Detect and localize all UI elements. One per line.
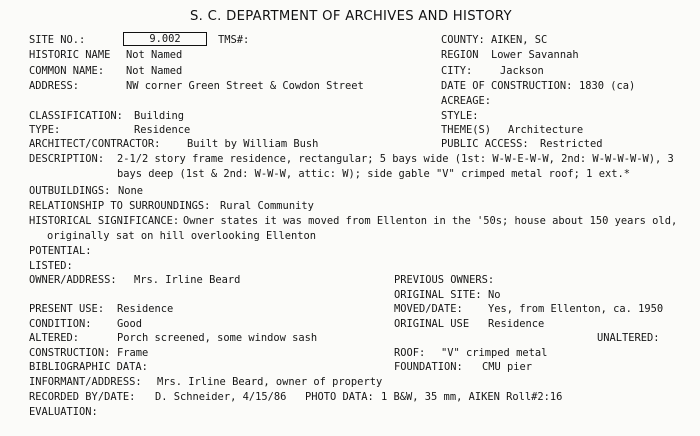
roof-label: ROOF: (394, 347, 426, 359)
county-label: COUNTY: (441, 34, 485, 46)
construction-label: CONSTRUCTION: (29, 347, 111, 359)
original-use-label: ORIGINAL USE (394, 318, 470, 330)
description-label: DESCRIPTION: (29, 153, 105, 165)
bibliographic-data-label: BIBLIOGRAPHIC DATA: (29, 361, 148, 373)
region-value: Lower Savannah (491, 49, 579, 61)
relationship-label: RELATIONSHIP TO SURROUNDINGS: (29, 200, 211, 212)
original-site-value: No (488, 289, 501, 301)
relationship-value: Rural Community (220, 200, 314, 212)
type-value: Residence (134, 124, 191, 136)
present-use-label: PRESENT USE: (29, 303, 105, 315)
historical-significance-line-1: Owner states it was moved from Ellenton in the '50s; house about 150 years old, (183, 215, 678, 227)
condition-value: Good (117, 318, 143, 330)
site-no-label: SITE NO.: (29, 34, 86, 46)
classification-label: CLASSIFICATION: (29, 110, 123, 122)
evaluation-label: EVALUATION: (29, 406, 98, 418)
historic-name-value: Not Named (126, 49, 183, 61)
listed-label: LISTED: (29, 260, 73, 272)
construction-value: Frame (117, 347, 149, 359)
page-title: S. C. DEPARTMENT OF ARCHIVES AND HISTORY (190, 9, 512, 24)
public-access-value: Restricted (540, 138, 603, 150)
previous-owners-label: PREVIOUS OWNERS: (394, 274, 495, 286)
style-label: STYLE: (441, 110, 479, 122)
date-of-construction-label: DATE OF CONSTRUCTION: (441, 80, 573, 92)
altered-value: Porch screened, some window sash (117, 332, 318, 344)
description-line-2: bays deep (1st & 2nd: W-W-W, attic: W); side gable "V" crimped metal roof; 1 ext.* (117, 168, 630, 180)
present-use-value: Residence (117, 303, 174, 315)
original-use-value: Residence (488, 318, 545, 330)
city-value: Jackson (500, 65, 544, 77)
architect-label: ARCHITECT/CONTRACTOR: (29, 138, 161, 150)
county-value: AIKEN, SC (491, 34, 548, 46)
owner-address-value: Mrs. Irline Beard (134, 274, 241, 286)
region-label: REGION (441, 49, 479, 61)
acreage-label: ACREAGE: (441, 95, 492, 107)
address-label: ADDRESS: (29, 80, 80, 92)
informant-address-value: Mrs. Irline Beard, owner of property (157, 376, 383, 388)
public-access-label: PUBLIC ACCESS: (441, 138, 529, 150)
historical-significance-label: HISTORICAL SIGNIFICANCE: (29, 215, 180, 227)
common-name-label: COMMON NAME: (29, 65, 105, 77)
outbuildings-value: None (118, 185, 144, 197)
architect-value: Built by William Bush (187, 138, 319, 150)
moved-date-label: MOVED/DATE: (394, 303, 463, 315)
moved-date-value: Yes, from Ellenton, ca. 1950 (488, 303, 664, 315)
roof-value: "V" crimped metal (441, 347, 548, 359)
common-name-value: Not Named (126, 65, 183, 77)
recorded-by-value: D. Schneider, 4/15/86 (155, 391, 287, 403)
condition-label: CONDITION: (29, 318, 92, 330)
potential-label: POTENTIAL: (29, 245, 92, 257)
themes-value: Architecture (508, 124, 584, 136)
informant-address-label: INFORMANT/ADDRESS: (29, 376, 142, 388)
foundation-label: FOUNDATION: (394, 361, 463, 373)
date-of-construction-value: 1830 (ca) (579, 80, 636, 92)
photo-data-value: 1 B&W, 35 mm, AIKEN Roll#2:16 (381, 391, 563, 403)
address-value: NW corner Green Street & Cowdon Street (126, 80, 364, 92)
recorded-by-label: RECORDED BY/DATE: (29, 391, 136, 403)
historic-name-label: HISTORIC NAME (29, 49, 111, 61)
site-no-field (123, 32, 207, 46)
type-label: TYPE: (29, 124, 61, 136)
photo-data-label: PHOTO DATA: (305, 391, 374, 403)
owner-address-label: OWNER/ADDRESS: (29, 274, 117, 286)
original-site-label: ORIGINAL SITE: (394, 289, 482, 301)
themes-label: THEME(S) (441, 124, 492, 136)
historical-significance-line-2: originally sat on hill overlooking Ellenton (47, 230, 316, 242)
altered-label: ALTERED: (29, 332, 80, 344)
foundation-value: CMU pier (482, 361, 533, 373)
site-no-value: 9.002 (149, 33, 181, 45)
tms-label: TMS#: (218, 34, 250, 46)
unaltered-label: UNALTERED: (597, 332, 660, 344)
classification-value: Building (134, 110, 185, 122)
city-label: CITY: (441, 65, 473, 77)
outbuildings-label: OUTBUILDINGS: (29, 185, 111, 197)
description-line-1: 2-1/2 story frame residence, rectangular; 5 bays wide (1st: W-W-E-W-W, 2nd: W-W-W-W-W), 3 (117, 153, 674, 165)
